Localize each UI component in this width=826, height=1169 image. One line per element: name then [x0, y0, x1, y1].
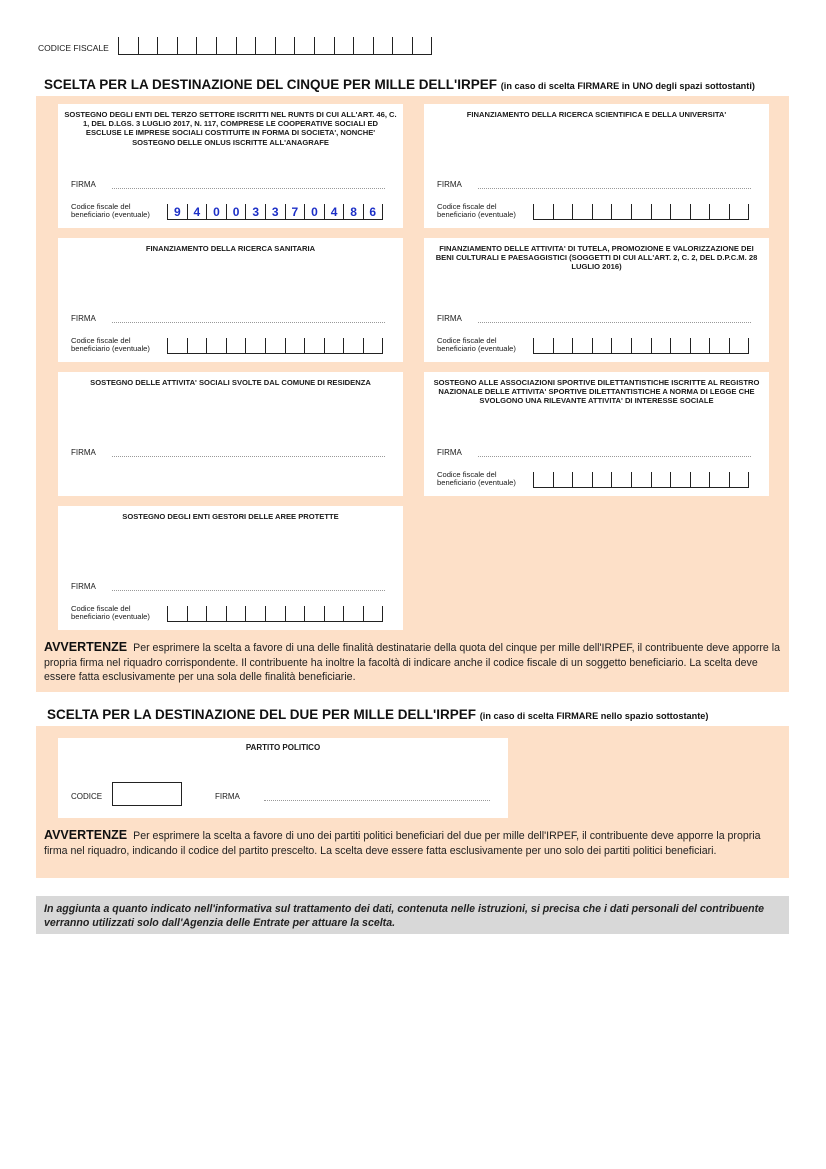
codice-beneficiario-cell[interactable] [611, 472, 631, 488]
firma-label: FIRMA [71, 314, 96, 323]
codice-beneficiario-cell[interactable] [592, 338, 612, 354]
codice-beneficiario-cell[interactable] [285, 606, 305, 622]
codice-beneficiario-cell[interactable] [690, 338, 710, 354]
codice-beneficiario-input[interactable] [533, 472, 749, 488]
codice-beneficiario-cell[interactable] [729, 472, 749, 488]
codice-beneficiario-cell[interactable] [572, 472, 592, 488]
codice-fiscale-cell[interactable] [216, 37, 236, 55]
codice-beneficiario-cell[interactable] [670, 472, 690, 488]
codice-beneficiario-cell[interactable] [611, 338, 631, 354]
firma-field[interactable] [71, 314, 385, 323]
codice-digit: 7 [291, 204, 299, 219]
box-title: SOSTEGNO ALLE ASSOCIAZIONI SPORTIVE DILETTANTISTICHE ISCRITTE AL REGISTRO NAZIONALE DELLE ATTIVITA' SPORTIVE DILETTANTISTICHE A NORMA DI LEGGE CHE SVOLGONO UNA RILEVANTE ATTIVITA' DI INTERESSE SOCIALE [433, 378, 760, 406]
box-associazioni-sportive [424, 372, 769, 496]
codice-beneficiario-cell[interactable] [709, 338, 729, 354]
codice-beneficiario-label: Codice fiscale del beneficiario (eventuale) [71, 604, 150, 622]
privacy-note: In aggiunta a quanto indicato nell'informativa sul trattamento dei dati, contenuta nelle istruzioni, si precisa che i dati personali del contribuente verranno utilizzati solo dall'Agenzia delle Entrate per attuare la scelta. [36, 896, 789, 934]
box-terzo-settore [58, 104, 403, 228]
codice-beneficiario-cell[interactable] [304, 606, 324, 622]
box-ricerca-sanitaria [58, 238, 403, 362]
codice-beneficiario-cell[interactable] [265, 204, 285, 220]
codice-beneficiario-cell[interactable] [187, 338, 207, 354]
firma-field[interactable] [437, 180, 751, 189]
codice-beneficiario-cell[interactable] [533, 338, 553, 354]
firma-field[interactable] [437, 314, 751, 323]
codice-fiscale-cell[interactable] [275, 37, 295, 55]
codice-beneficiario-cell[interactable] [167, 606, 187, 622]
avvertenze-label: AVVERTENZE [44, 640, 128, 654]
codice-beneficiario-cell[interactable] [592, 204, 612, 220]
codice-beneficiario-cell[interactable] [363, 338, 383, 354]
codice-beneficiario-cell[interactable] [343, 606, 363, 622]
codice-partito-label: CODICE [71, 792, 103, 801]
codice-beneficiario-cell[interactable] [226, 606, 246, 622]
codice-beneficiario-cell[interactable] [206, 338, 226, 354]
codice-fiscale-cell[interactable] [353, 37, 373, 55]
codice-digit: 0 [213, 204, 220, 219]
firma-field[interactable] [437, 448, 751, 457]
codice-beneficiario-cell[interactable] [651, 472, 671, 488]
codice-fiscale-label: CODICE FISCALE [38, 43, 109, 53]
box-title: FINANZIAMENTO DELLA RICERCA SANITARIA [145, 244, 316, 253]
codice-beneficiario-cell[interactable] [651, 204, 671, 220]
codice-beneficiario-cell[interactable] [533, 472, 553, 488]
codice-partito-input[interactable] [112, 782, 182, 806]
codice-digit: 3 [252, 204, 260, 219]
codice-beneficiario-label: Codice fiscale del beneficiario (eventuale) [71, 336, 150, 354]
codice-beneficiario-cell[interactable] [343, 338, 363, 354]
box-title: SOSTEGNO DELLE ATTIVITA' SOCIALI SVOLTE DAL COMUNE DI RESIDENZA [90, 378, 371, 387]
codice-fiscale-cell[interactable] [118, 37, 138, 55]
firma-label: FIRMA [437, 180, 462, 189]
cinque-per-mille-title: SCELTA PER LA DESTINAZIONE DEL CINQUE PER MILLE DELL'IRPEF [44, 77, 497, 92]
codice-beneficiario-cell[interactable] [729, 204, 749, 220]
codice-beneficiario-cell[interactable] [690, 472, 710, 488]
codice-digit: 4 [193, 204, 201, 219]
codice-beneficiario-label: Codice fiscale del beneficiario (eventuale) [71, 202, 150, 220]
codice-fiscale-cell[interactable] [314, 37, 334, 55]
firma-label: FIRMA [71, 582, 96, 591]
cinque-per-mille-subtitle: (in caso di scelta FIRMARE in UNO degli spazi sottostanti) [500, 81, 755, 91]
codice-fiscale-cell[interactable] [177, 37, 197, 55]
codice-fiscale-cell[interactable] [294, 37, 314, 55]
avvertenze-text: Per esprimere la scelta a favore di uno dei partiti politici beneficiari del due per mille dell'IRPEF, il contribuente deve apporre la propria firma nel riquadro, indicando il codice del partito prescelto. La scelta deve essere fatta esclusivamente per uno solo dei partiti politici beneficiari. [44, 830, 761, 857]
codice-beneficiario-cell[interactable] [690, 204, 710, 220]
firma-label: FIRMA [71, 448, 96, 457]
codice-beneficiario-input[interactable] [167, 338, 383, 354]
firma-label: FIRMA [437, 314, 462, 323]
codice-beneficiario-cell[interactable] [245, 338, 265, 354]
codice-beneficiario-cell[interactable] [167, 338, 187, 354]
codice-fiscale-cell[interactable] [373, 37, 393, 55]
codice-beneficiario-cell[interactable] [729, 338, 749, 354]
box-partito-politico [58, 738, 508, 818]
codice-beneficiario-input[interactable] [167, 606, 383, 622]
box-title: SOSTEGNO DEGLI ENTI DEL TERZO SETTORE ISCRITTI NEL RUNTS DI CUI ALL'ART. 46, C. 1, DEL D.LGS. 3 LUGLIO 2017, N. 117, COMPRESE LE COOPERATIVE SOCIALI ED ESCLUSE LE IMPRESE SOCIALI COSTITUITE IN FORMA DI SOCIETA', NONCHE' SOSTEGNO DELLE ONLUS ISCRITTE ALL'ANAGRAFE [64, 110, 397, 147]
codice-fiscale-cell[interactable] [334, 37, 354, 55]
firma-field[interactable] [71, 582, 385, 591]
codice-digit: 3 [271, 204, 279, 219]
codice-beneficiario-cell[interactable] [553, 204, 573, 220]
codice-beneficiario-cell[interactable] [187, 204, 207, 220]
codice-beneficiario-cell[interactable] [167, 204, 187, 220]
codice-beneficiario-cell[interactable] [670, 204, 690, 220]
codice-beneficiario-cell[interactable] [285, 204, 305, 220]
box-title: FINANZIAMENTO DELLA RICERCA SCIENTIFICA E DELLA UNIVERSITA' [466, 110, 727, 119]
codice-fiscale-cell[interactable] [138, 37, 158, 55]
box-comune-residenza [58, 372, 403, 496]
codice-beneficiario-cell[interactable] [592, 472, 612, 488]
firma-label: FIRMA [215, 792, 240, 801]
avvertenze-cinque-per-mille [44, 640, 784, 685]
codice-beneficiario-cell[interactable] [324, 606, 344, 622]
codice-beneficiario-cell[interactable] [651, 338, 671, 354]
firma-label: FIRMA [437, 448, 462, 457]
codice-beneficiario-cell[interactable] [363, 606, 383, 622]
codice-beneficiario-cell[interactable] [631, 338, 651, 354]
partito-politico-title: PARTITO POLITICO [245, 743, 321, 752]
codice-beneficiario-label: Codice fiscale del beneficiario (eventuale) [437, 202, 516, 220]
codice-beneficiario-cell[interactable] [226, 338, 246, 354]
codice-fiscale-cell[interactable] [392, 37, 412, 55]
box-aree-protette [58, 506, 403, 630]
codice-beneficiario-cell[interactable] [709, 472, 729, 488]
codice-beneficiario-cell[interactable] [206, 606, 226, 622]
codice-digit: 8 [350, 204, 357, 219]
codice-beneficiario-cell[interactable] [670, 338, 690, 354]
codice-digit: 0 [232, 204, 240, 219]
codice-beneficiario-cell[interactable] [572, 338, 592, 354]
codice-beneficiario-input[interactable] [533, 338, 749, 354]
codice-beneficiario-cell[interactable] [553, 472, 573, 488]
codice-beneficiario-label: Codice fiscale del beneficiario (eventuale) [437, 336, 516, 354]
codice-beneficiario-cell[interactable] [304, 204, 324, 220]
codice-beneficiario-cell[interactable] [285, 338, 305, 354]
codice-beneficiario-input[interactable] [167, 204, 383, 220]
firma-field[interactable] [215, 792, 490, 801]
codice-beneficiario-cell[interactable] [572, 204, 592, 220]
codice-fiscale-cell[interactable] [196, 37, 216, 55]
firma-label: FIRMA [71, 180, 96, 189]
codice-beneficiario-cell[interactable] [206, 204, 226, 220]
codice-beneficiario-cell[interactable] [265, 338, 285, 354]
codice-fiscale-input[interactable] [118, 37, 432, 55]
codice-beneficiario-cell[interactable] [187, 606, 207, 622]
codice-beneficiario-cell[interactable] [324, 338, 344, 354]
box-ricerca-scientifica [424, 104, 769, 228]
firma-field[interactable] [71, 180, 385, 189]
codice-beneficiario-cell[interactable] [709, 204, 729, 220]
codice-digit: 9 [173, 204, 181, 219]
codice-fiscale-cell[interactable] [236, 37, 256, 55]
codice-beneficiario-input[interactable] [533, 204, 749, 220]
due-per-mille-heading [47, 707, 708, 722]
firma-field[interactable] [71, 448, 385, 457]
codice-digit: 4 [330, 204, 338, 219]
codice-beneficiario-cell[interactable] [343, 204, 363, 220]
avvertenze-due-per-mille [44, 828, 784, 858]
codice-fiscale-cell[interactable] [157, 37, 177, 55]
codice-digit: 0 [311, 204, 318, 219]
box-title: FINANZIAMENTO DELLE ATTIVITA' DI TUTELA, PROMOZIONE E VALORIZZAZIONE DEI BENI CULTURALI E PAESAGGISTICI (SOGGETTI DI CUI ALL'ART. 2, C. 2, DEL D.P.C.M. 28 LUGLIO 2016) [435, 244, 758, 272]
codice-beneficiario-cell[interactable] [245, 204, 265, 220]
codice-beneficiario-cell[interactable] [611, 204, 631, 220]
cinque-per-mille-heading [44, 77, 755, 92]
avvertenze-text: Per esprimere la scelta a favore di una delle finalità destinatarie della quota del cinque per mille dell'IRPEF, il contribuente deve apporre la propria firma nel riquadro corrispondente. Il contribuente ha inoltre la facoltà di indicare anche il codice fiscale di un soggetto beneficiario. La scelta deve essere fatta esclusivamente per una sola delle finalità beneficiarie. [44, 642, 780, 683]
codice-beneficiario-cell[interactable] [226, 204, 246, 220]
codice-fiscale-cell[interactable] [412, 37, 432, 55]
box-title: SOSTEGNO DEGLI ENTI GESTORI DELLE AREE PROTETTE [122, 512, 339, 521]
due-per-mille-title: SCELTA PER LA DESTINAZIONE DEL DUE PER MILLE DELL'IRPEF [47, 707, 476, 722]
avvertenze-label: AVVERTENZE [44, 828, 128, 842]
codice-fiscale-cell[interactable] [255, 37, 275, 55]
codice-beneficiario-cell[interactable] [363, 204, 383, 220]
box-beni-culturali [424, 238, 769, 362]
codice-beneficiario-label: Codice fiscale del beneficiario (eventuale) [437, 470, 516, 488]
due-per-mille-subtitle: (in caso di scelta FIRMARE nello spazio sottostante) [479, 711, 709, 721]
codice-beneficiario-cell[interactable] [304, 338, 324, 354]
codice-digit: 6 [369, 204, 377, 219]
codice-beneficiario-cell[interactable] [631, 204, 651, 220]
codice-beneficiario-cell[interactable] [265, 606, 285, 622]
codice-beneficiario-cell[interactable] [631, 472, 651, 488]
codice-beneficiario-cell[interactable] [324, 204, 344, 220]
codice-beneficiario-cell[interactable] [245, 606, 265, 622]
codice-beneficiario-cell[interactable] [553, 338, 573, 354]
codice-beneficiario-cell[interactable] [533, 204, 553, 220]
